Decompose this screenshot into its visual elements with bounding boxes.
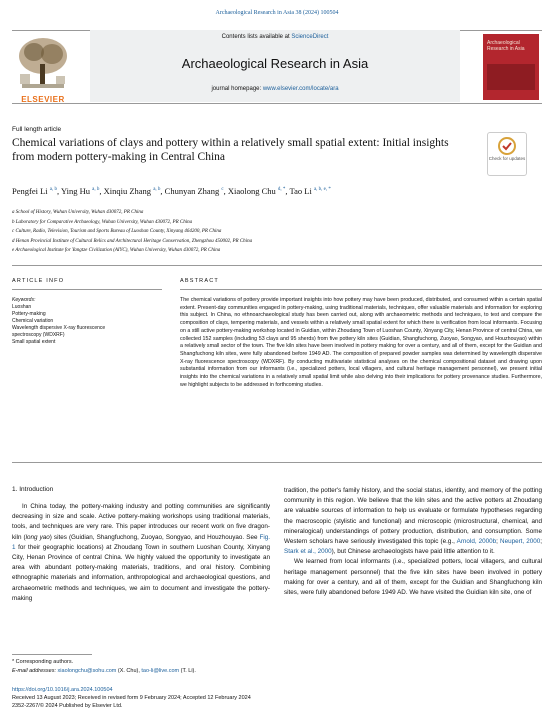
doi-link[interactable]: https://doi.org/10.1016/j.ara.2024.100504: [12, 687, 113, 693]
divider: [12, 265, 542, 266]
publication-info: [12, 686, 312, 710]
corresponding-authors-note: * Corresponding authors.: [12, 659, 74, 665]
author[interactable]: Tao Li $^{a, b, e, *}$: [289, 186, 331, 196]
abstract-text: The chemical variations of pottery provide important insights into how pottery may have been produced, distributed, and consumed within a certain spatial extent. Present-day communities engaged in pottery-making, using traditional materials, techniques, offer valuable materials and information for exploring this subject. In China, no ethnoarchaeological study has been carried out, along with archaeometric methods and techniques, to test and compare the composition of clays, tempering materials, and vessels within a relatively small spatial extent for which there is verification from local informants. Focusing on a still active pottery-making workshop located in Guidian, within Zhoudang Town of Luoshan County, Xinyang City, Henan Province of central China, we collected 152 samples (including 53 clays and 95 sherds) from five pottery kiln sites (Guidian, Shangfuchong, Zuoyao, Songyao, and Houzhouyao) within a relatively small sector of the town. The five kiln sites have been involved in pottery making for over a century, and all of them, except for the Guidian and Shangfuchong kiln sites, were fully abandoned before 1949 AD. The composition of prepared powder samples was determined by wavelength dispersive X-ray fluorescence spectroscopy (WDXRF). By conducting multivariate statistical analyses on the chemical compositional dataset and drawing upon substantial information from our informants (i.e., specialized potters, local villagers, and cultural heritage management personnel), we present initial insights into the chemical variations in a relatively small spatial limit while also delving into their implications for pottery provenance studies. Furthermore, we highlight subjects to be addressed in forthcoming studies.: [180, 297, 542, 388]
citation-link[interactable]: Arnold, 2000b: [456, 538, 497, 546]
sciencedirect-link[interactable]: ScienceDirect: [291, 34, 329, 40]
citation-link[interactable]: Stark et al., 2000: [284, 548, 332, 556]
keyword: Small spatial extent: [12, 339, 56, 345]
citation-link[interactable]: Neupert, 2000: [500, 538, 541, 546]
check-updates-icon: [498, 137, 516, 155]
paragraph: tradition, the potter's family history, and the social status, identity, and memory of the potting community in this region. We believe that the kiln sites and the active potters at Zhoudang are valuable sources of information to help us evaluate or formulate hypotheses regarding the macroscopic (stylistic and functional) and microscopic (microstructural, chemical, and mineralogical) understandings of pottery production, distribution, and consumption. Some Western scholars have seriously investigated this topic (e.g., Arnold, 2000b; Neupert, 2000; Stark et al., 2000), but Chinese archaeologists have paid little attention to it.: [284, 487, 543, 556]
keyword: Pottery-making: [12, 311, 46, 317]
divider: [180, 289, 542, 290]
received-dates: Received 13 August 2023; Received in revised form 9 February 2024; Accepted 12 February 2024: [12, 695, 251, 701]
journal-title: Archaeological Research in Asia: [181, 56, 369, 71]
article-title: Chemical variations of clays and pottery within a relatively small spatial extent: Initial insights from modern pottery-making in Central China: [12, 137, 449, 163]
elsevier-tree-logo: [12, 34, 74, 94]
author[interactable]: Pengfei Li $^{a, b}$: [12, 186, 58, 196]
affiliation: c Culture, Radio, Television, Tourism and Sports Bureau of Luoshan County, Xinyang 464200, PR China: [12, 229, 222, 234]
paragraph: In China today, the pottery-making industry and potting communities are significantly decreasing in size and scale. Active pottery-making workshops using traditional materials, tools, and techniques are very rare. This paper introduces our recent work on five dragon-kiln (long yao) sites (Guidian, Shangfuchong, Zuoyao, Songyao, and Houzhouyao. See Fig. 1 for their geographic locations) at Zhoudang Town in southern Luoshan County, Xinyang City, Henan Province of central China. We highly valued the opportunity to investigate an area with abundant pottery-making materials, traditions, and oral history. Combining ethnographic materials and information, anthropological and archaeological questions, and archaeometric methods and techniques, we aim to document and investigate the pottery-making: [12, 503, 271, 602]
homepage-line: journal homepage: www.elsevier.com/locate/ara: [211, 86, 339, 92]
divider: [12, 462, 542, 463]
author[interactable]: Ying Hu $^{a, b}$: [60, 186, 100, 196]
email-link[interactable]: xiaolongchu@sohu.com: [57, 667, 117, 674]
keyword: spectroscopy (WDXRF): [12, 332, 65, 338]
cover-artwork: [487, 64, 535, 90]
affiliation: e Archaeological Institute for Yangtze Civilization (AIYC), Wuhan University, Wuhan 430072, PR China: [12, 248, 221, 253]
affiliation: a School of History, Wuhan University, Wuhan 430072, PR China: [12, 210, 144, 215]
author[interactable]: Chunyan Zhang $^c$: [164, 186, 224, 196]
keyword: Luoshan: [12, 304, 32, 310]
journal-cover-image: [483, 34, 539, 100]
author[interactable]: Xinqiu Zhang $^{a, b}$: [103, 186, 161, 196]
cover-title: Archaeological Research in Asia: [487, 40, 525, 52]
contents-line: Contents lists available at ScienceDirect: [221, 34, 329, 40]
email-link[interactable]: tao-li@live.com: [141, 667, 180, 674]
article-type: Full length article: [12, 126, 62, 133]
abstract-heading: ABSTRACT: [180, 278, 219, 284]
intro-column-left: [12, 502, 270, 604]
footnote: [12, 658, 312, 675]
intro-column-right: [284, 486, 542, 598]
keyword: Wavelength dispersive X-ray fluorescence: [12, 325, 106, 331]
article-info-heading: ARTICLE INFO: [12, 278, 65, 284]
paragraph: We learned from local informants (i.e., specialized potters, local villagers, and cultural heritage management personnel) that the five kiln sites have been involved in pottery making for over a century, and all of them, except for the Guidian and Shangfuchong kiln sites, were fully abandoned before 1949 AD. We have visited the Guidian kiln site, one of: [284, 558, 542, 597]
homepage-link[interactable]: www.elsevier.com/locate/ara: [262, 86, 339, 92]
check-for-updates-badge[interactable]: Check for updates: [487, 132, 527, 176]
footnote-divider: [12, 654, 92, 655]
keywords-label: Keywords:: [12, 297, 36, 303]
email-line: E-mail addresses: xiaolongchu@sohu.com (X. Chu), tao-li@live.com (T. Li).: [12, 667, 196, 674]
keywords-list: [12, 297, 162, 346]
section-heading-introduction: 1. Introduction: [12, 486, 54, 493]
author[interactable]: Xiaolong Chu $^{d, *}$: [227, 186, 286, 196]
divider: [12, 289, 162, 290]
affiliation: d Henan Provincial Institute of Cultural Relics and Architectural Heritage Conservation, Zhengzhou 450002, PR China: [12, 238, 253, 244]
keyword: Chemical variation: [12, 318, 54, 324]
author-list: Pengfei Li $^{a, b}$, Ying Hu $^{a, b}$, Xinqiu Zhang $^{a, b}$, Chunyan Zhang $^c$, Xiaolong Chu $^{d, *}$, Tao Li $^{a, b, e, *}$: [12, 186, 331, 196]
affiliation: b Laboratory for Comparative Archaeology, Wuhan University, Wuhan 430072, PR China: [12, 219, 193, 225]
journal-reference: Archaeological Research in Asia 38 (2024) 100504: [215, 10, 339, 16]
affiliations: [12, 208, 532, 256]
issn-copyright: 2352-2267/© 2024 Published by Elsevier Ltd.: [12, 703, 123, 709]
publisher-name: ELSEVIER: [21, 95, 65, 104]
figure-link[interactable]: Fig. 1: [12, 533, 271, 551]
